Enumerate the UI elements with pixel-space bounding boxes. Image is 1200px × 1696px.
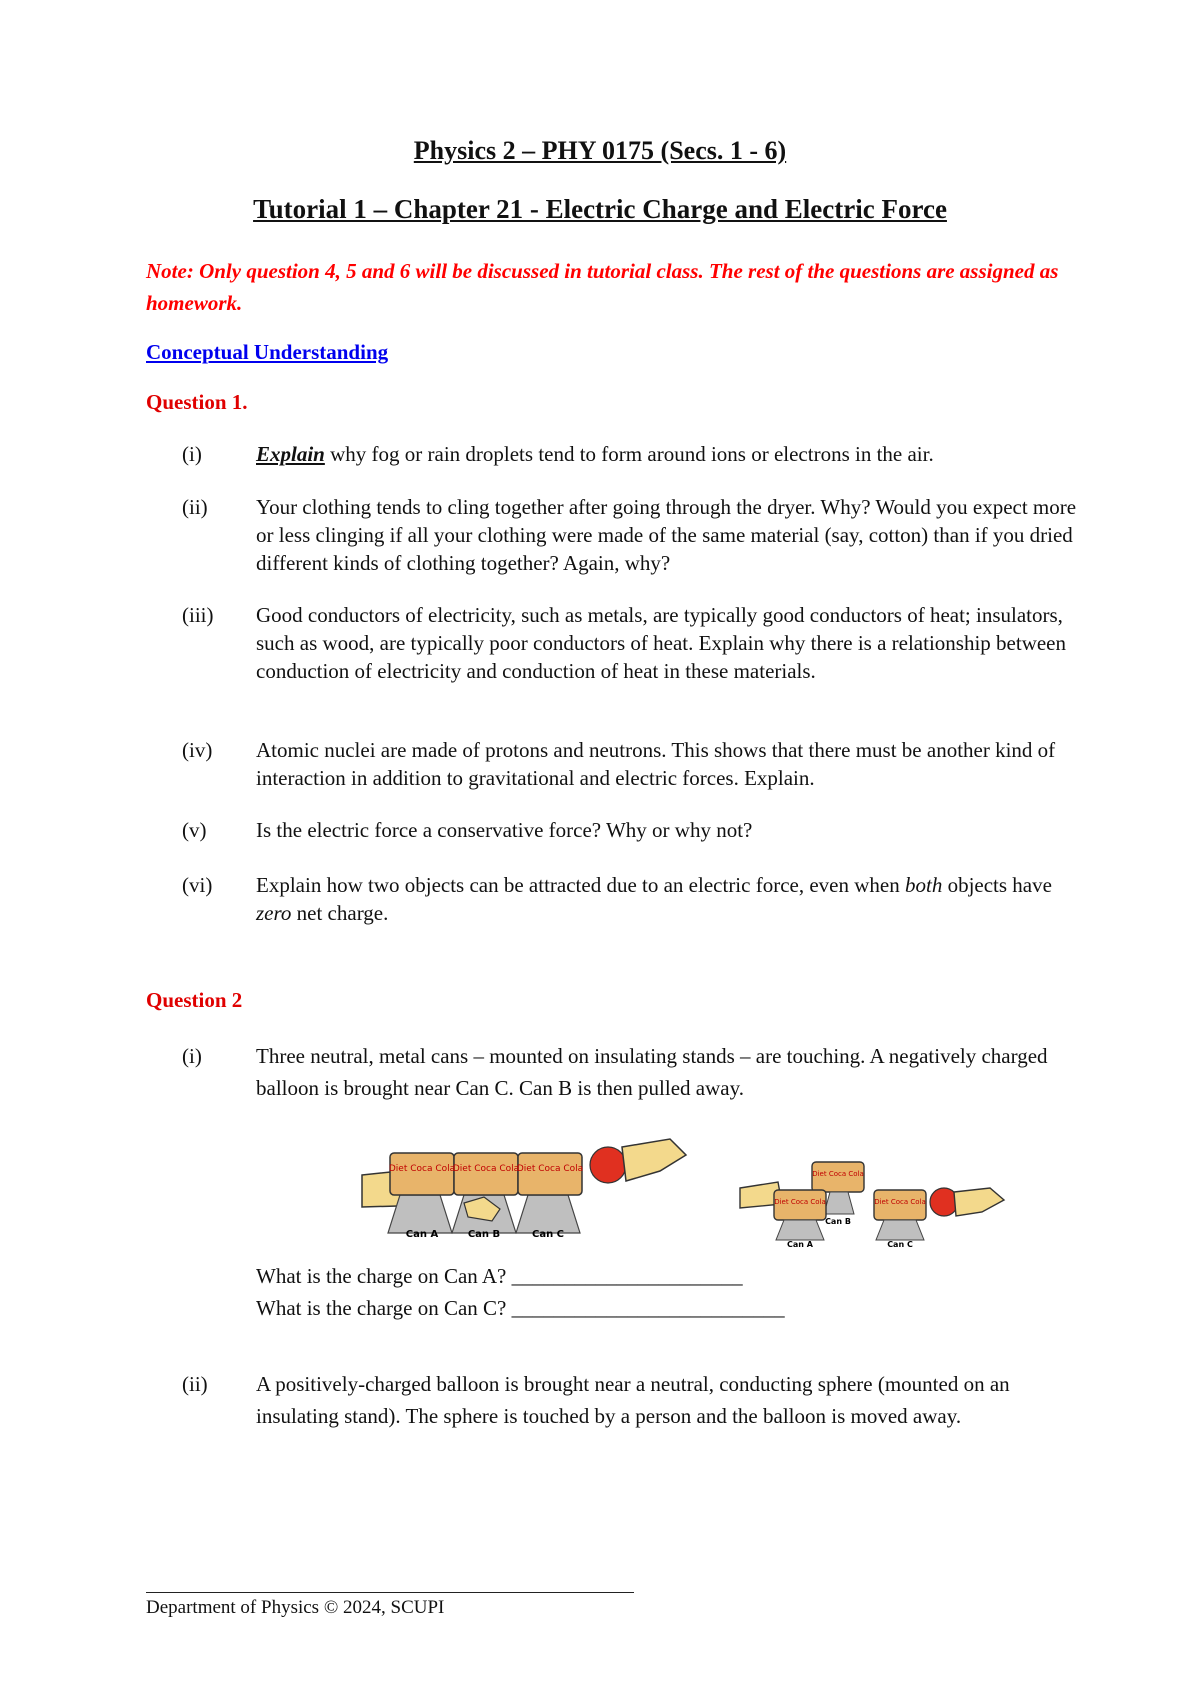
item-text	[256, 440, 1086, 468]
question-1-heading: Question 1.	[146, 390, 248, 414]
can-c-label: Can C	[531, 1229, 565, 1240]
cans-figure-after	[738, 1148, 1008, 1248]
text-part: Explain how two objects can be attracted due to an electric force, even when	[256, 873, 905, 897]
item-text: Is the electric force a conservative force? Why or why not?	[256, 818, 753, 842]
item-number: (v)	[182, 818, 207, 842]
item-number: (i)	[182, 442, 202, 466]
can-a-label: Can A	[787, 1240, 813, 1248]
can-brand-label: Diet Coca Cola	[452, 1164, 520, 1174]
course-title: Physics 2 – PHY 0175 (Secs. 1 - 6)	[413, 136, 787, 165]
item-number: (i)	[182, 1044, 202, 1068]
question-2-heading: Question 2	[146, 988, 243, 1012]
can-a-label: Can A	[405, 1229, 439, 1240]
item-number: (ii)	[182, 495, 208, 519]
can-b-label: Can B	[467, 1229, 501, 1240]
negative-balloon	[590, 1147, 626, 1183]
can-brand-label: Diet Coca Cola	[774, 1198, 826, 1206]
answer-can-a[interactable]: What is the charge on Can A? ______________________	[256, 1264, 743, 1288]
tutorial-title: Tutorial 1 – Chapter 21 - Electric Charge and Electric Force	[253, 194, 947, 224]
item-text: Atomic nuclei are made of protons and neutrons. This shows that there must be another kind of interaction in addition to gravitational and electric forces. Explain.	[256, 738, 1056, 790]
item-text-body: why fog or rain droplets tend to form around ions or electrons in the air.	[324, 442, 934, 466]
homework-note: Note: Only question 4, 5 and 6 will be discussed in tutorial class. The rest of the questions are assigned as homework.	[146, 259, 1059, 315]
item-number: (iii)	[182, 603, 214, 627]
text-part: objects have	[942, 873, 1052, 897]
answer-can-c[interactable]: What is the charge on Can C? __________________________	[256, 1296, 785, 1320]
item-number: (vi)	[182, 873, 213, 897]
item-text: Your clothing tends to cling together after going through the dryer. Why? Would you expect more or less clinging if all your clothing were made of the same material (say, cotton) than if you dried different kinds of clothing together? Again, why?	[256, 495, 1077, 575]
page-footer: Department of Physics © 2024, SCUPI	[146, 1597, 445, 1618]
item-text	[256, 871, 1086, 927]
item-text: A positively-charged balloon is brought near a neutral, conducting sphere (mounted on an insulating stand). The sphere is touched by a person and the balloon is moved away.	[256, 1372, 1010, 1428]
can-brand-label: Diet Coca Cola	[388, 1164, 456, 1174]
item-text: Three neutral, metal cans – mounted on insulating stands – are touching. A negatively charged balloon is brought near Can C. Can B is then pulled away.	[256, 1044, 1048, 1100]
can-c-label: Can C	[887, 1240, 913, 1248]
cans-figure-before	[360, 1125, 690, 1240]
item-number: (ii)	[182, 1372, 208, 1396]
section-conceptual-understanding-link[interactable]: Conceptual Understanding	[146, 340, 389, 364]
metal-can	[390, 1153, 582, 1195]
can-brand-label: Diet Coca Cola	[812, 1170, 864, 1178]
emphasis-zero: zero	[256, 901, 292, 925]
can-brand-label: Diet Coca Cola	[874, 1198, 926, 1206]
footer-divider	[146, 1592, 634, 1593]
answer-blanks	[256, 1260, 785, 1324]
explain-keyword: Explain	[256, 442, 325, 466]
emphasis-both: both	[904, 873, 943, 897]
item-text: Good conductors of electricity, such as metals, are typically good conductors of heat; insulators, such as wood, are typically poor conductors of heat. Explain why there is a relationship between conduction of electricity and conduction of heat in these materials.	[256, 603, 1067, 683]
text-part: net charge.	[291, 901, 389, 925]
item-number: (iv)	[182, 738, 213, 762]
can-brand-label: Diet Coca Cola	[516, 1164, 584, 1174]
can-b-label: Can B	[825, 1217, 851, 1226]
